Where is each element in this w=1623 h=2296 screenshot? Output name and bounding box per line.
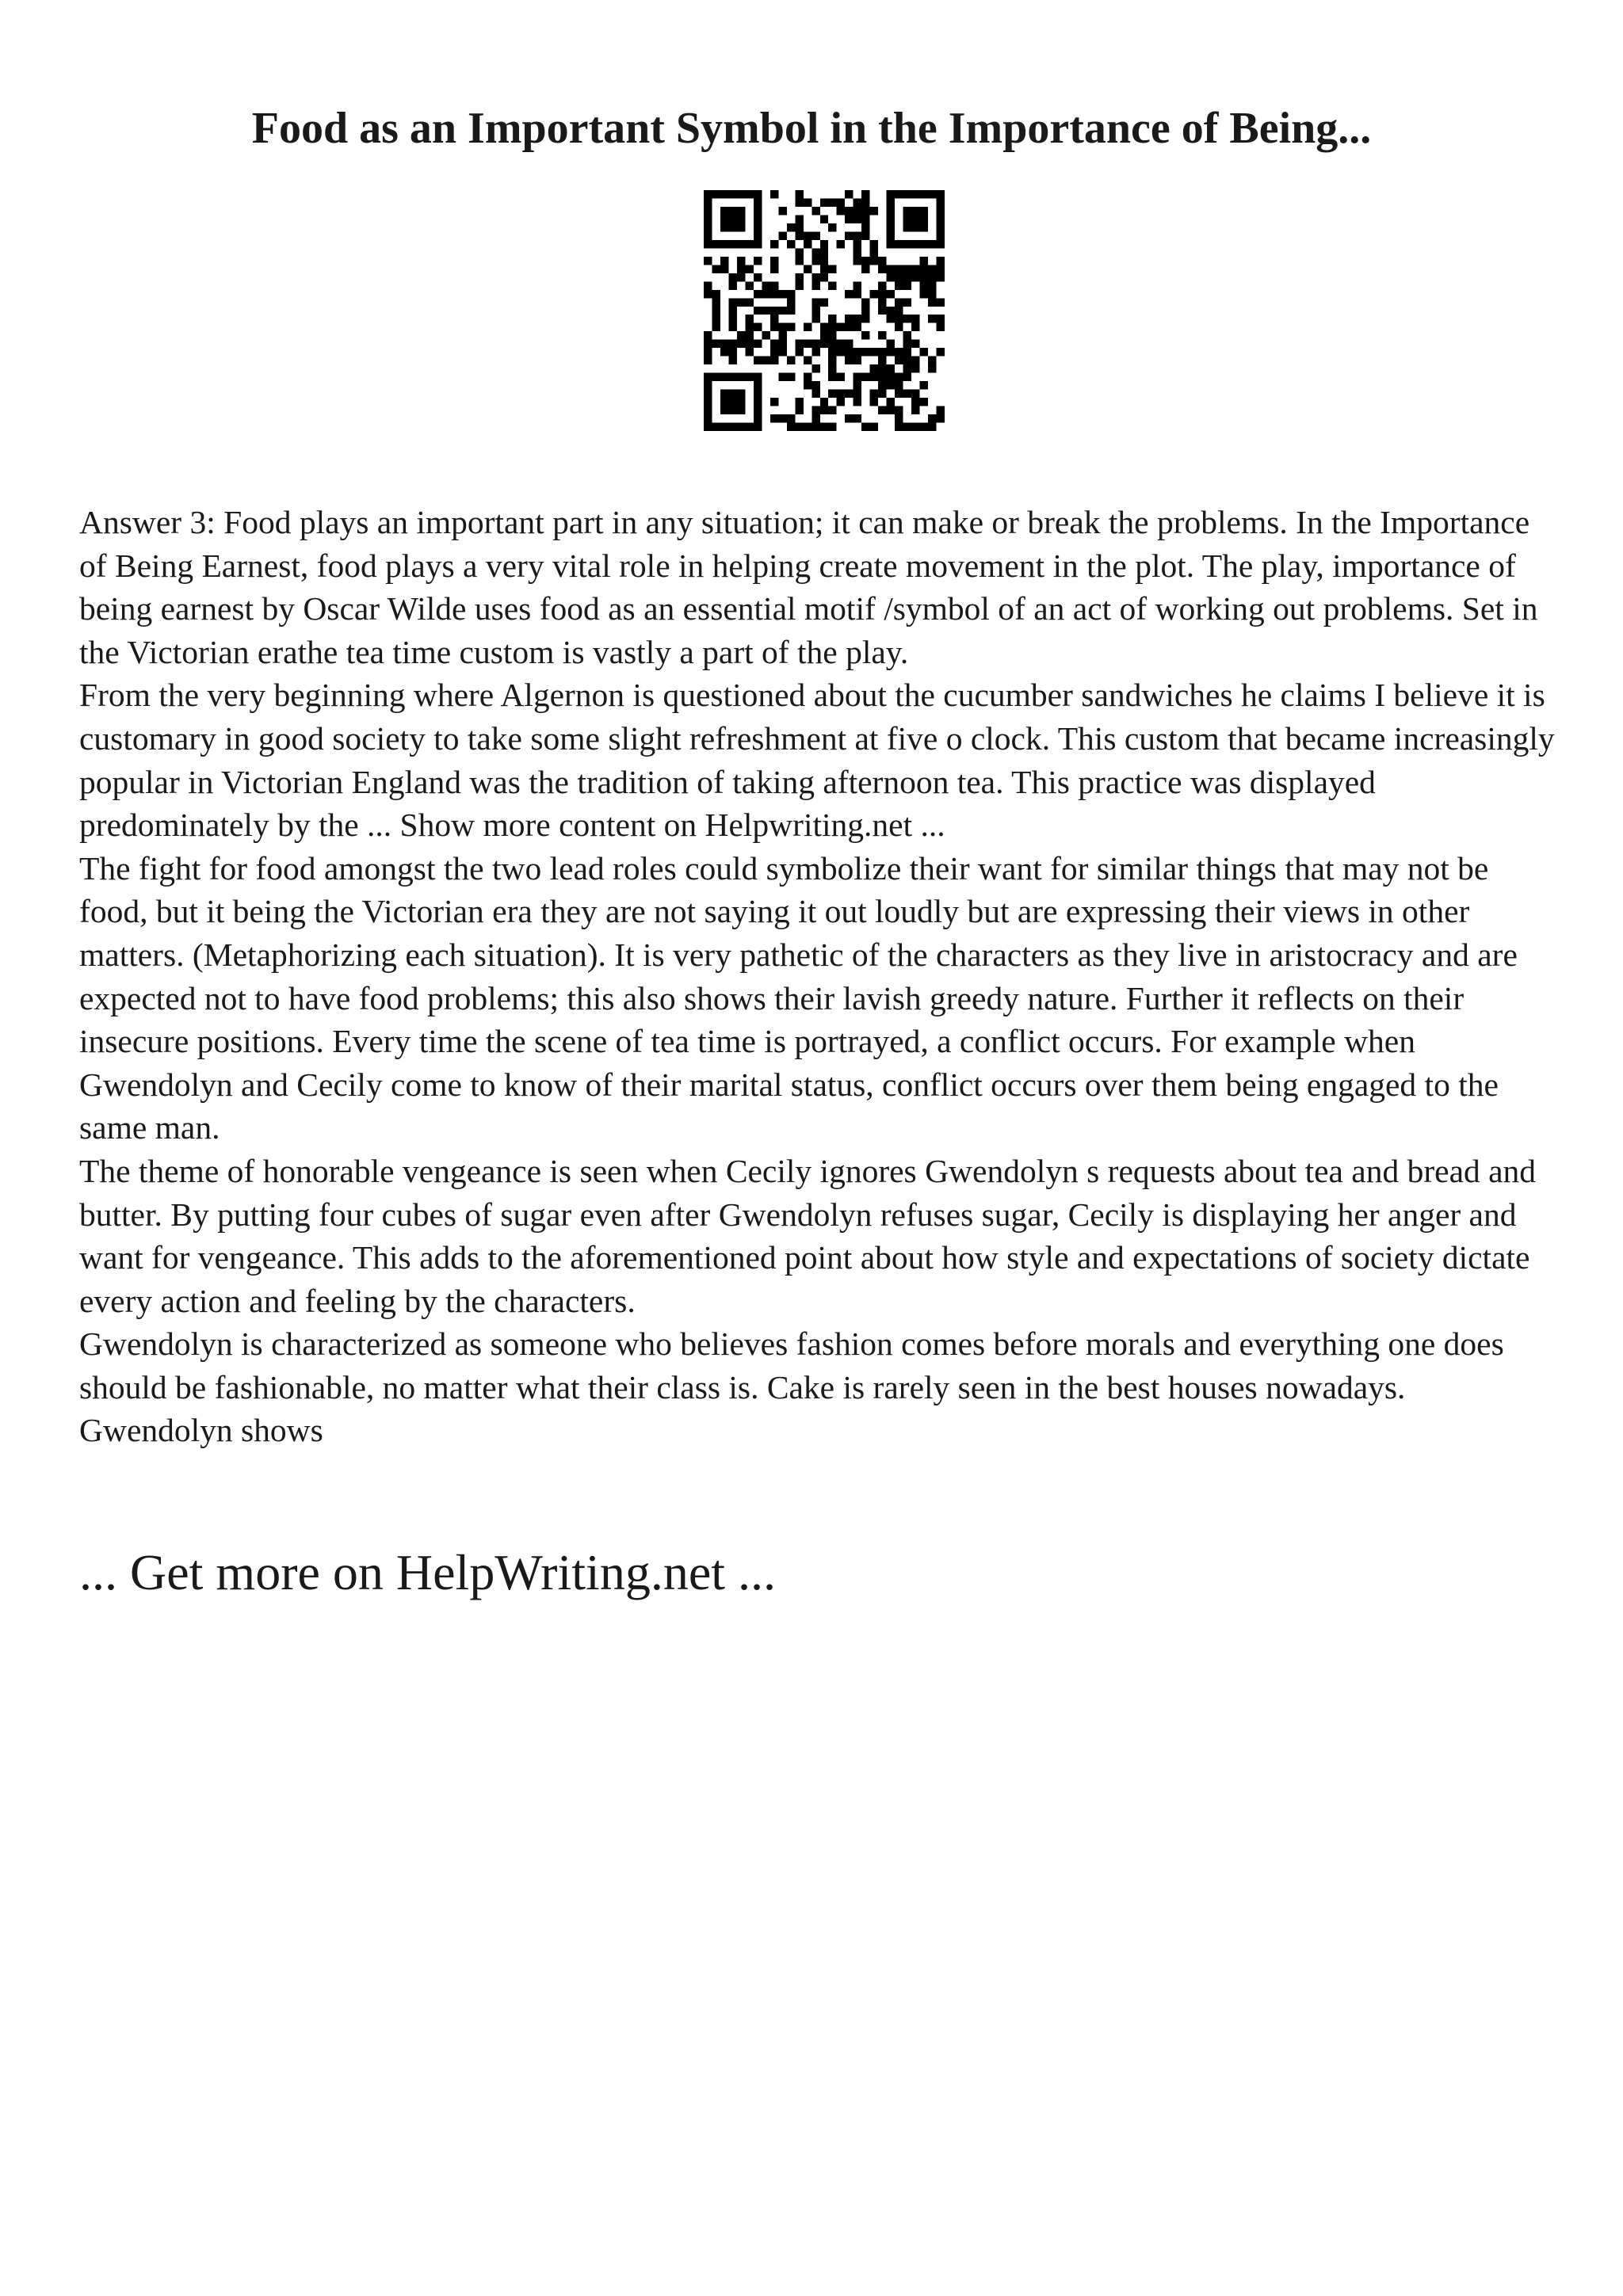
- get-more-link[interactable]: ... Get more on HelpWriting.net ...: [79, 1544, 776, 1600]
- paragraph: From the very beginning where Algernon is questioned about the cucumber sandwiches he claims I believe it is customary in good society to take some slight refreshment at five o clock. This custom that became increasingly popular in Victorian England was the tradition of taking afternoon tea. This practice was displayed predominately by the ... Show more content on Helpwriting.net ...: [79, 677, 1555, 844]
- article-body: [79, 501, 1556, 1452]
- paragraph: Gwendolyn is characterized as someone who believes fashion comes before morals and everything one does should be fashionable, no matter what their class is. Cake is rarely seen in the best houses nowadays. Gwendolyn shows: [79, 1325, 1504, 1449]
- paragraph: Answer 3: Food plays an important part in any situation; it can make or break the problems. In the Importance of Being Earnest, food plays a very vital role in helping create movement in the plot. The play, importance of being earnest by Oscar Wilde uses food as an essential motif /symbol of an act of working out problems. Set in the Victorian erathe tea time custom is vastly a part of the play.: [79, 504, 1538, 670]
- page-title: Food as an Important Symbol in the Importance of Being...: [251, 104, 1372, 153]
- qr-code-icon: [704, 190, 945, 431]
- paragraph: The fight for food amongst the two lead roles could symbolize their want for similar things that may not be food, but it being the Victorian era they are not saying it out loudly but are expressing their views in other matters. (Metaphorizing each situation). It is very pathetic of the characters as they live in aristocracy and are expected not to have food problems; this also shows their lavish greedy nature. Further it reflects on their insecure positions. Every time the scene of tea time is portrayed, a conflict occurs. For example when Gwendolyn and Cecily come to know of their marital status, conflict occurs over them being engaged to the same man.: [79, 849, 1518, 1146]
- paragraph: The theme of honorable vengeance is seen when Cecily ignores Gwendolyn s requests about tea and bread and butter. By putting four cubes of sugar even after Gwendolyn refuses sugar, Cecily is displaying her anger and want for vengeance. This adds to the aforementioned point about how style and expectations of society dictate every action and feeling by the characters.: [79, 1152, 1537, 1319]
